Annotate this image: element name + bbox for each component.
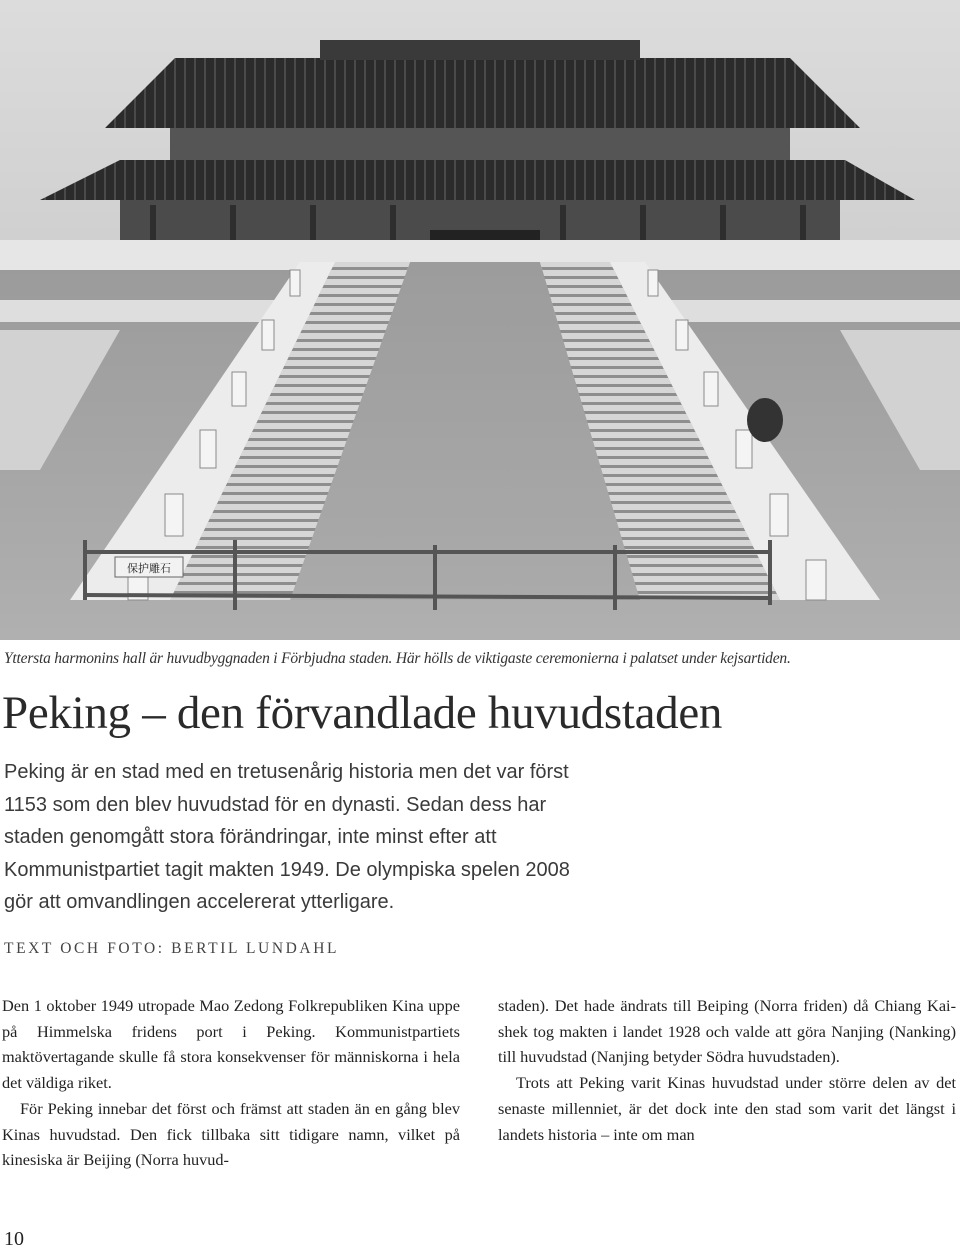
paragraph: Den 1 oktober 1949 utropade Mao Zedong Folkrepubliken Kina uppe på Himmelska fridens port i Peking. Kommunistpartiets maktövertagande skulle få stora konsekvenser för människorna i hela det väldiga riket. xyxy=(2,996,460,1093)
body-column-left xyxy=(2,993,460,1173)
article-lead: Peking är en stad med en tretusenårig historia men det var först 1153 som den blev huvudstad för en dynasti. Sedan dess har staden genomgått stora förändringar, inte minst efter att Kommunistpartiet tagit makten 1949. De olympiska spelen 2008 gör att omvandlingen accelererat ytterligare. xyxy=(4,761,570,913)
paragraph: För Peking innebar det först och främst att staden än en gång blev Kinas huvudstad. Den fick tillbaka sitt tidigare namn, vilket på kinesiska är Beijing (Norra huvud- xyxy=(2,1098,460,1170)
byline: TEXT OCH FOTO: BERTIL LUNDAHL xyxy=(4,940,340,957)
body-column-right xyxy=(498,993,956,1147)
paragraph: staden). Det hade ändrats till Beiping (Norra friden) då Chiang Kai-shek tog makten i landet 1928 och valde att göra Nanjing (Nanking) till huvudstad (Nanjing betyder Södra huvudstaden). xyxy=(498,996,956,1067)
paragraph: Trots att Peking varit Kinas huvudstad under större delen av det senaste millenniet, är det dock inte den stad som varit det längst i landets historia – inte om man xyxy=(498,1073,956,1144)
article-title: Peking – den förvandlade huvudstaden xyxy=(2,687,723,739)
photo-sign-text: 保护雕石 xyxy=(127,562,171,575)
photo-caption: Yttersta harmonins hall är huvudbyggnaden i Förbjudna staden. Här hölls de viktigaste ceremonierna i palatset under kejsartiden. xyxy=(4,650,791,667)
page-number: 10 xyxy=(4,1228,24,1250)
